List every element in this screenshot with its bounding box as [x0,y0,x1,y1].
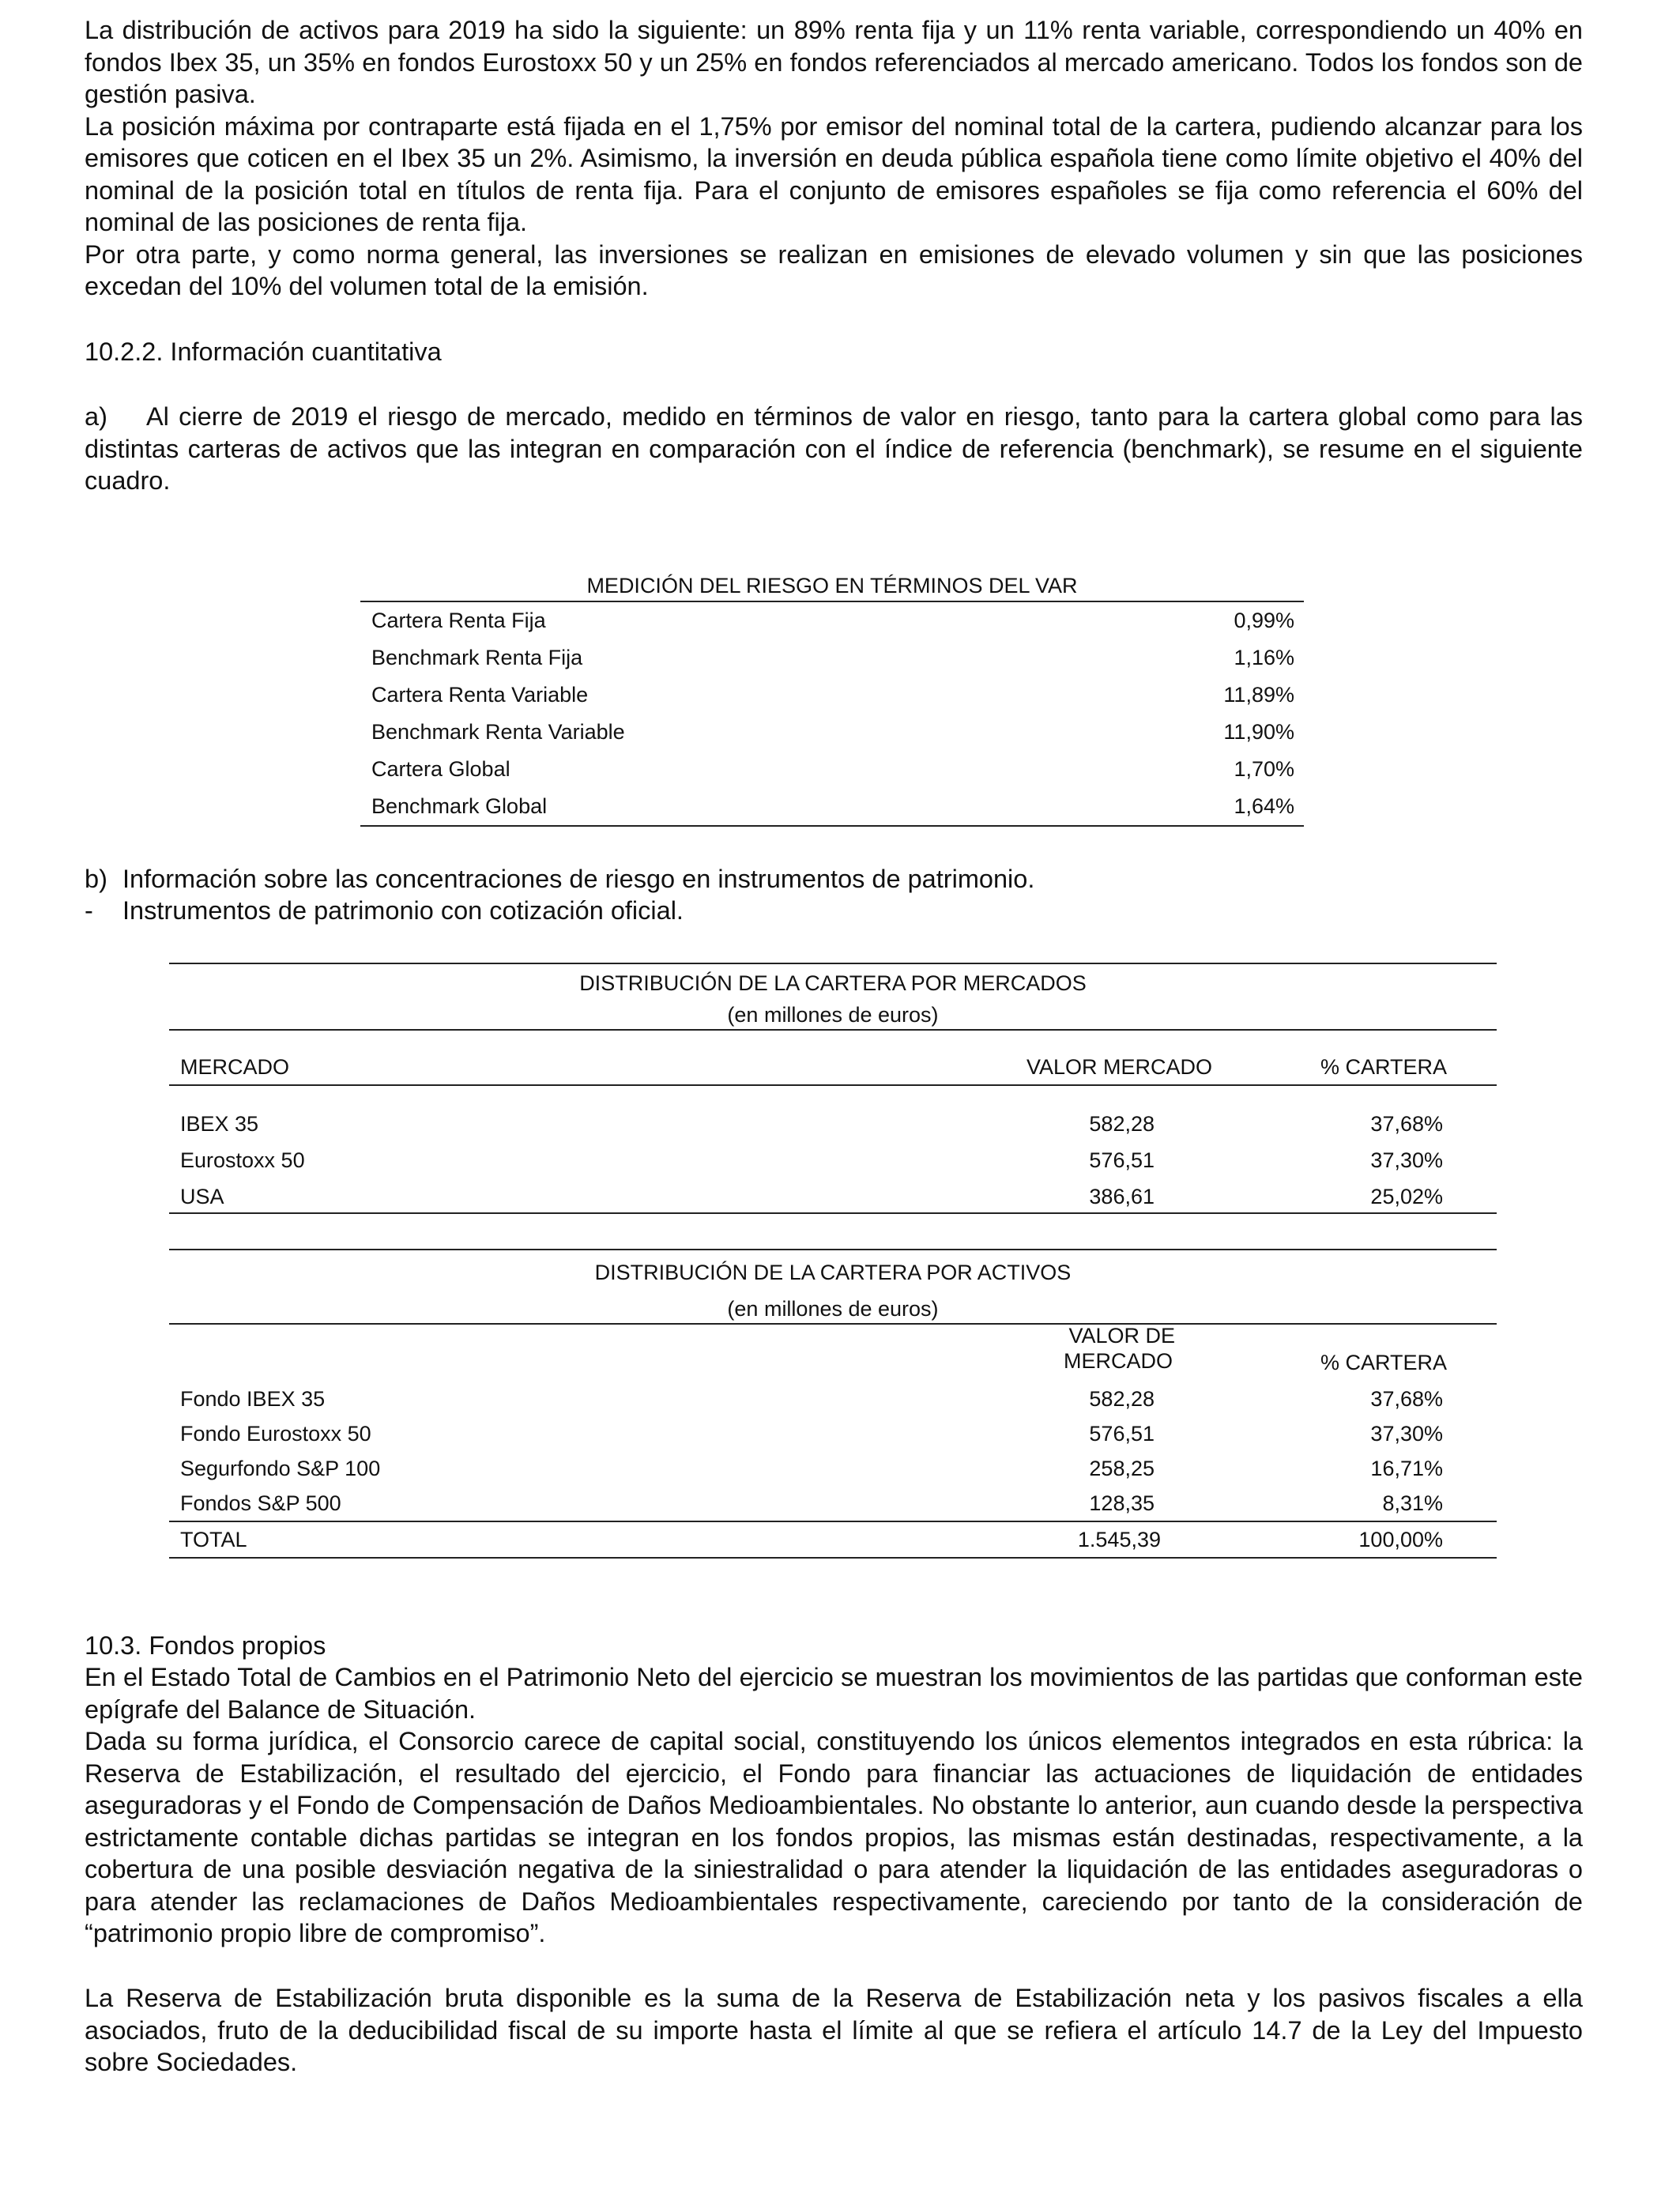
markets-row-value: 386,61 [1089,1185,1155,1208]
item-b-text: Información sobre las concentraciones de riesgo en instrumentos de patrimonio. [122,865,1035,893]
fondos-text [85,1661,1583,1950]
markets-row-pct: 25,02% [1370,1185,1443,1208]
assets-table-subtitle: (en millones de euros) [727,1297,939,1321]
markets-row-value: 576,51 [1089,1148,1155,1172]
item-b-sub-marker: - [85,896,93,925]
item-b-sub-text: Instrumentos de patrimonio con cotización oficial. [122,896,684,925]
assets-total-value: 1.545,39 [1077,1528,1161,1551]
var-row-value: 1,70% [1234,757,1294,781]
markets-table-subtitle: (en millones de euros) [727,1003,939,1027]
assets-row-value: 582,28 [1089,1387,1155,1411]
markets-row-name: Eurostoxx 50 [180,1148,305,1172]
item-b-marker: b) [85,865,107,893]
fondos-paragraph-2: Dada su forma jurídica, el Consorcio carece de capital social, constituyendo los únicos elementos integrados en esta rúbrica: la Reserva de Estabilización, el resultado del ejercicio, el Fondo para financiar las actuaciones de liquidación de entidades aseguradoras y el Fondo de Compensación de Daños Medioambientales. No obstante lo anterior, aun cuando desde la perspectiva estrictamente contable dichas partidas se integran en los fondos propios, las mismas están destinadas, respectivamente, a la cobertura de una posible desviación negativa de la siniestralidad o para atender la liquidación de las entidades aseguradoras o para atender las reclamaciones de Daños Medioambientales respectivamente, careciendo por tanto de la consideración de “patrimonio propio libre de compromiso”. [85,1727,1583,1947]
markets-header-pct: % CARTERA [1320,1055,1447,1079]
assets-row-value: 576,51 [1089,1422,1155,1446]
assets-row-pct: 8,31% [1382,1491,1443,1515]
assets-row-pct: 37,30% [1370,1422,1443,1446]
assets-table-title: DISTRIBUCIÓN DE LA CARTERA POR ACTIVOS [594,1261,1072,1284]
assets-total-pct: 100,00% [1358,1528,1443,1551]
assets-header-pct: % CARTERA [1320,1351,1447,1374]
item-a-marker: a) [85,402,107,431]
markets-row-value: 582,28 [1089,1112,1155,1136]
item-a-text: Al cierre de 2019 el riesgo de mercado, medido en términos de valor en riesgo, tanto para la cartera global como para las distintas carteras de activos que las integran en comparación con el índice de referencia (benchmark), se resume en el siguiente cuadro. [85,402,1583,495]
assets-row-name: Fondo IBEX 35 [180,1387,326,1411]
markets-table [169,963,1497,1216]
assets-row-name: Fondos S&P 500 [180,1491,341,1515]
item-a [85,401,1583,497]
table-row [360,639,1304,677]
markets-header-mercado: MERCADO [180,1055,290,1079]
assets-row-value: 128,35 [1089,1491,1155,1515]
intro-text [85,14,1583,303]
assets-row-pct: 16,71% [1370,1457,1443,1480]
var-row-label: Benchmark Global [371,794,548,818]
table-row [360,788,1304,827]
assets-row-pct: 37,68% [1370,1387,1443,1411]
assets-row-name: Fondo Eurostoxx 50 [180,1422,371,1446]
assets-header-valor-1: VALOR DE [1068,1324,1175,1348]
table-row [360,602,1304,639]
markets-header-valor: VALOR MERCADO [1026,1055,1212,1079]
item-b-sub [85,895,684,927]
var-table-title: MEDICIÓN DEL RIESGO EN TÉRMINOS DEL VAR [360,571,1304,602]
var-row-value: 1,16% [1234,646,1294,669]
item-b [85,863,1034,895]
intro-paragraph-1: La distribución de activos para 2019 ha sido la siguiente: un 89% renta fija y un 11% renta variable, correspondiendo un 40% en fondos Ibex 35, un 35% en fondos Eurostoxx 50 y un 25% en fondos referenciados al mercado americano. Todos los fondos son de gestión pasiva. [85,16,1583,108]
assets-total-name: TOTAL [180,1528,247,1551]
intro-paragraph-3: Por otra parte, y como norma general, las inversiones se realizan en emisiones de elevado volumen y sin que las posiciones excedan del 10% del volumen total de la emisión. [85,239,1583,300]
section-heading-10-3: 10.3. Fondos propios [85,1631,326,1660]
var-row-value: 11,90% [1223,720,1294,744]
var-row-value: 1,64% [1234,794,1294,818]
table-row [360,714,1304,751]
fondos-paragraph-1: En el Estado Total de Cambios en el Patrimonio Neto del ejercicio se muestran los movimientos de las partidas que conforman este epígrafe del Balance de Situación. [85,1663,1583,1724]
intro-paragraph-2: La posición máxima por contraparte está fijada en el 1,75% por emisor del nominal total de la cartera, pudiendo alcanzar para los emisores que coticen en el Ibex 35 un 2%. Asimismo, la inversión en deuda pública española tiene como límite objetivo el 40% del nominal de la posición total en títulos de renta fija. Para el conjunto de emisores españoles se fija como referencia el 60% del nominal de las posiciones de renta fija. [85,111,1583,236]
final-paragraph: La Reserva de Estabilización bruta disponible es la suma de la Reserva de Estabilización neta y los pasivos fiscales a ella asociados, fruto de la deducibilidad fiscal de su importe hasta el límite al que se refiera el artículo 14.7 de la Ley del Impuesto sobre Sociedades. [85,1984,1583,2076]
markets-row-name: IBEX 35 [180,1112,259,1136]
assets-row-name: Segurfondo S&P 100 [180,1457,381,1480]
markets-table-title: DISTRIBUCIÓN DE LA CARTERA POR MERCADOS [579,971,1087,995]
var-row-value: 11,89% [1223,683,1294,707]
var-row-label: Cartera Renta Fija [371,609,546,632]
markets-row-pct: 37,30% [1370,1148,1443,1172]
var-row-value: 0,99% [1234,609,1294,632]
assets-table [169,1249,1497,1565]
markets-row-pct: 37,68% [1370,1112,1443,1136]
assets-row-value: 258,25 [1089,1457,1155,1480]
table-row [360,751,1304,788]
section-heading-10-2-2: 10.2.2. Información cuantitativa [85,337,442,366]
assets-header-valor-2: MERCADO [1063,1349,1173,1373]
var-row-label: Benchmark Renta Variable [371,720,625,744]
table-row [360,677,1304,714]
var-row-label: Cartera Renta Variable [371,683,589,707]
var-row-label: Benchmark Renta Fija [371,646,583,669]
var-table [360,571,1304,827]
var-row-label: Cartera Global [371,757,510,781]
markets-row-name: USA [180,1185,224,1208]
